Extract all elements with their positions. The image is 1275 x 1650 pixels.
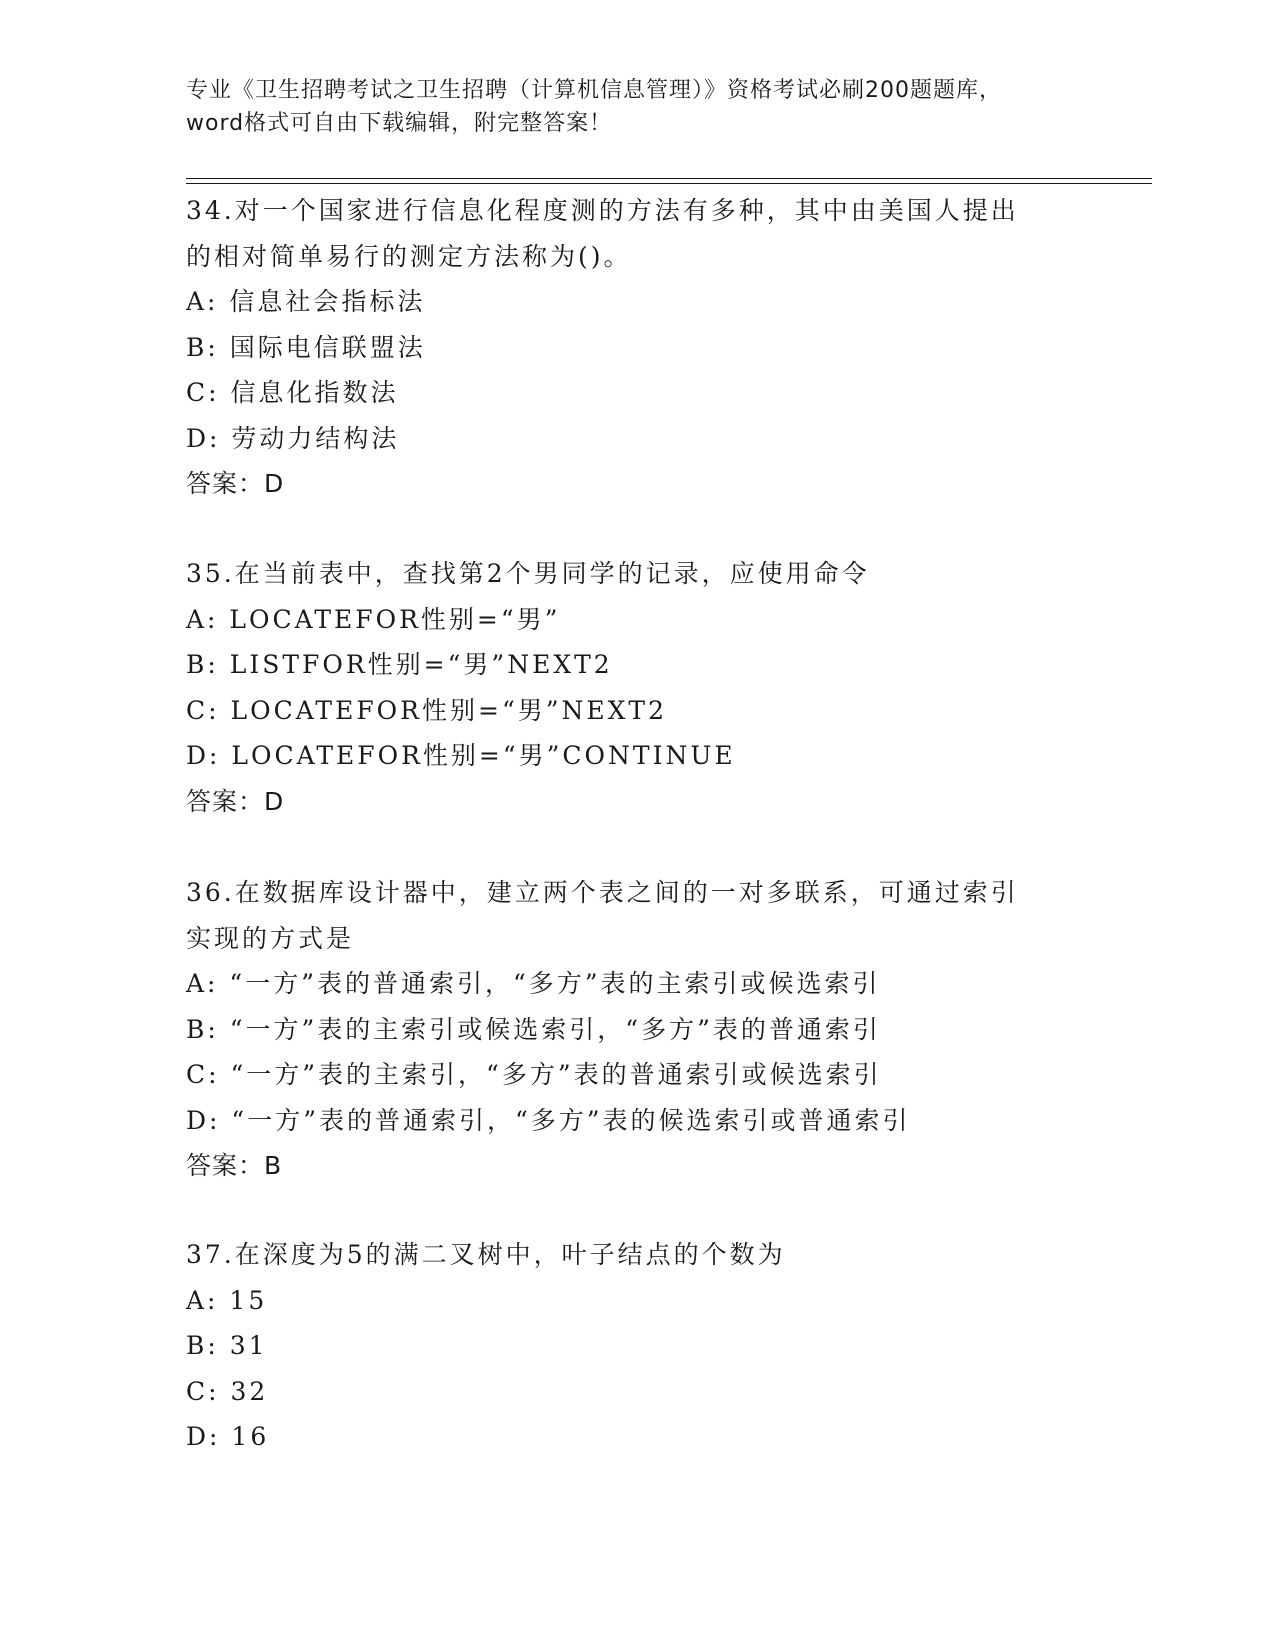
header-divider-top	[186, 178, 1152, 179]
option-d: D: LOCATEFOR性别=“男”CONTINUE	[186, 741, 736, 770]
option-b: B: 31	[186, 1331, 268, 1360]
header-line-1: 专业《卫生招聘考试之卫生招聘（计算机信息管理）》资格考试必刷200题题库，	[186, 78, 1002, 103]
question-34	[186, 188, 1086, 507]
option-d: D: “一方”表的普通索引，“多方”表的候选索引或普通索引	[186, 1105, 911, 1135]
question-text: 36.在数据库设计器中，建立两个表之间的一对多联系，可通过索引实现的方式是	[186, 878, 1019, 953]
answer: 答案：D	[186, 786, 285, 816]
option-c: C: 32	[186, 1376, 269, 1406]
option-c: C: 信息化指数法	[186, 378, 399, 407]
question-text: 35.在当前表中，查找第2个男同学的记录，应使用命令	[186, 559, 870, 588]
answer: 答案：B	[186, 1151, 283, 1180]
question-37	[186, 1232, 1086, 1460]
option-c: C: “一方”表的主索引，“多方”表的普通索引或候选索引	[186, 1060, 882, 1089]
option-a: A: LOCATEFOR性别=“男”	[186, 604, 561, 634]
header-line-2: word格式可自由下载编辑，附完整答案！	[186, 111, 613, 136]
option-d: D: 劳动力结构法	[186, 423, 400, 453]
option-a: A: “一方”表的普通索引，“多方”表的主索引或候选索引	[186, 969, 881, 998]
question-35	[186, 551, 1086, 824]
option-b: B: 国际电信联盟法	[186, 332, 426, 362]
header-divider-bottom	[186, 183, 1152, 184]
option-a: A: 15	[186, 1285, 268, 1315]
question-text: 37.在深度为5的满二叉树中，叶子结点的个数为	[186, 1240, 786, 1269]
option-b: B: “一方”表的主索引或候选索引，“多方”表的普通索引	[186, 1014, 881, 1044]
answer: 答案：D	[186, 469, 285, 498]
option-c: C: LOCATEFOR性别=“男”NEXT2	[186, 695, 668, 725]
document-header	[186, 74, 1086, 140]
option-a: A: 信息社会指标法	[186, 287, 426, 316]
question-36	[186, 870, 1086, 1189]
option-d: D: 16	[186, 1422, 270, 1451]
question-text: 34.对一个国家进行信息化程度测的方法有多种，其中由美国人提出的相对简单易行的测定方法称为()。	[186, 196, 1019, 271]
option-b: B: LISTFOR性别=“男”NEXT2	[186, 650, 613, 679]
